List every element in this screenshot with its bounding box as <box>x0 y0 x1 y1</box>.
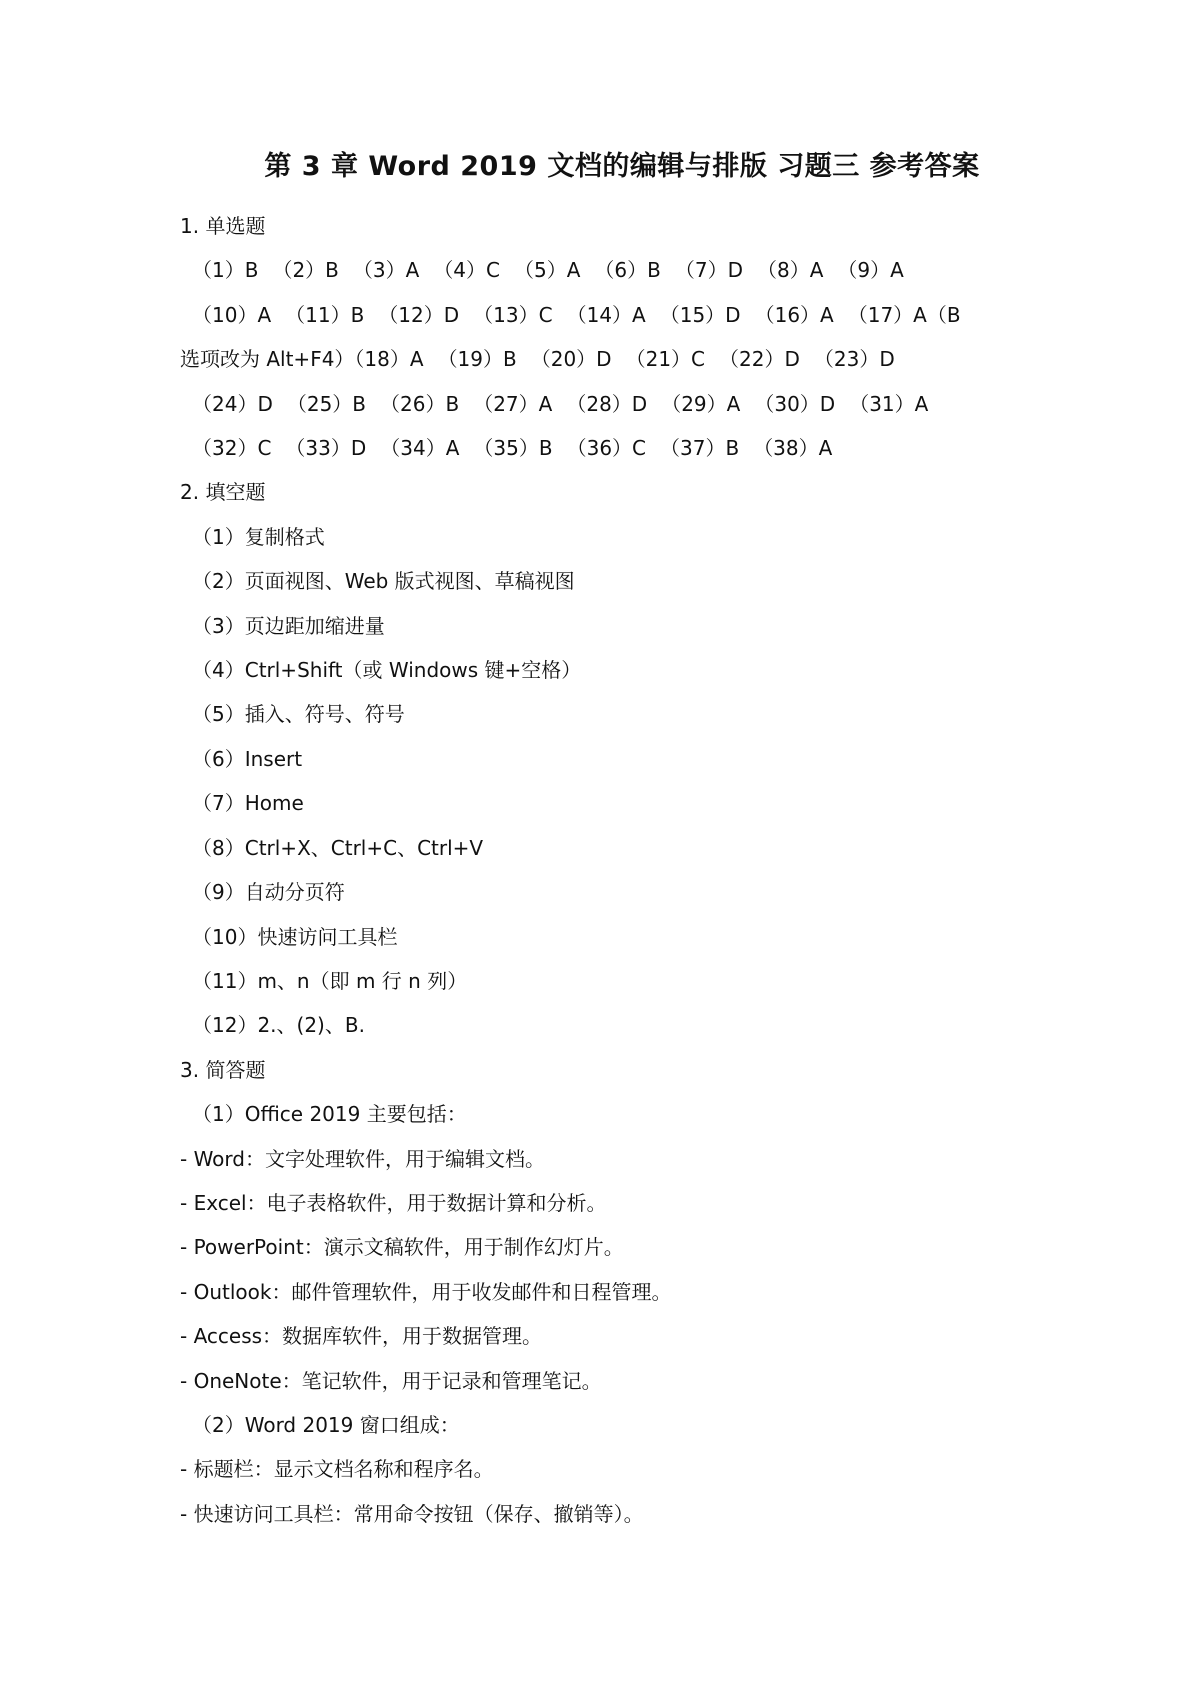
answer-row-5 <box>180 426 1071 470</box>
fill-in-answer: （5）插入、符号、符号 <box>192 702 405 727</box>
short-answer-question-2: （2）Word 2019 窗口组成： <box>192 1412 460 1437</box>
answer-item: （2）B <box>272 258 339 283</box>
answer-item: （24）D <box>192 391 273 416</box>
answer-item: （29）A <box>661 391 741 416</box>
fill-in-answer: （10）快速访问工具栏 <box>192 924 398 949</box>
short-answer-bullet: - Access：数据库软件，用于数据管理。 <box>180 1324 543 1349</box>
answer-item: （17）A（B <box>847 302 961 327</box>
answer-item: （37）B <box>660 436 740 461</box>
short-answer-bullet: - 快速访问工具栏：常用命令按钮（保存、撤销等）。 <box>180 1501 644 1526</box>
answer-item: （1）B <box>192 258 259 283</box>
answer-item: （28）D <box>566 391 648 416</box>
answer-item: （30）D <box>754 391 836 416</box>
answer-item: （9）A <box>837 258 904 283</box>
answer-item: （20）D <box>530 347 612 372</box>
short-answer-bullet: - 标题栏：显示文档名称和程序名。 <box>180 1457 494 1482</box>
fill-in-answer: （1）复制格式 <box>192 524 325 549</box>
short-answer-bullet: - Outlook：邮件管理软件，用于收发邮件和日程管理。 <box>180 1279 672 1304</box>
answer-item: （13）C <box>473 302 553 327</box>
answer-row-2 <box>180 293 1071 337</box>
section-heading-single-choice: 1. 单选题 <box>180 214 266 238</box>
answer-item: （35）B <box>473 436 553 461</box>
short-answer-bullet: - OneNote：笔记软件，用于记录和管理笔记。 <box>180 1368 602 1393</box>
answer-item: （32）C <box>192 436 272 461</box>
answer-item: （4）C <box>433 258 501 283</box>
document-title: 第 3 章 Word 2019 文档的编辑与排版 习题三 参考答案 <box>264 151 980 182</box>
answer-item: （6）B <box>594 258 661 283</box>
answer-item: （26）B <box>380 391 460 416</box>
fill-in-answer: （9）自动分页符 <box>192 880 345 905</box>
answer-item: （36）C <box>566 436 647 461</box>
answer-row-1 <box>180 248 1071 292</box>
answer-item: （15）D <box>659 302 741 327</box>
answer-item: （11）B <box>285 302 365 327</box>
answer-item: （38）A <box>753 436 833 461</box>
answer-item: （25）B <box>286 391 367 416</box>
answer-row-3 <box>180 337 1071 381</box>
fill-in-answer: （11）m、n（即 m 行 n 列） <box>192 968 468 993</box>
answer-item: （19）B <box>437 347 517 372</box>
fill-in-answer: （4）Ctrl+Shift（或 Windows 键+空格） <box>192 658 582 683</box>
answer-item: （5）A <box>514 258 581 283</box>
answer-item: （34）A <box>380 436 460 461</box>
fill-in-answer: （12）2.、(2)、B. <box>192 1013 365 1038</box>
fill-in-answer: （3）页边距加缩进量 <box>192 613 385 638</box>
short-answer-bullet: - Word：文字处理软件，用于编辑文档。 <box>180 1146 545 1171</box>
fill-in-answer: （8）Ctrl+X、Ctrl+C、Ctrl+V <box>192 835 484 860</box>
fill-in-answer: （6）Insert <box>192 746 303 771</box>
answer-item: 选项改为 Alt+F4）（18）A <box>180 347 424 372</box>
short-answer-bullet: - PowerPoint：演示文稿软件，用于制作幻灯片。 <box>180 1235 624 1260</box>
answer-row-4 <box>180 382 1071 426</box>
answer-item: （21）C <box>625 347 706 372</box>
answer-item: （33）D <box>285 436 367 461</box>
fill-in-answer: （2）页面视图、Web 版式视图、草稿视图 <box>192 569 575 594</box>
answer-item: （31）A <box>849 391 929 416</box>
section-heading-short-answer: 3. 简答题 <box>180 1057 266 1082</box>
answer-item: （22）D <box>719 347 800 372</box>
answer-item: （14）A <box>566 302 646 327</box>
answer-item: （7）D <box>674 258 743 283</box>
answer-item: （23）D <box>813 347 895 372</box>
answer-item: （12）D <box>378 302 460 327</box>
fill-in-answer: （7）Home <box>192 791 304 816</box>
short-answer-question-1: （1）Office 2019 主要包括： <box>192 1102 467 1127</box>
short-answer-bullet: - Excel：电子表格软件，用于数据计算和分析。 <box>180 1190 607 1215</box>
answer-item: （8）A <box>757 258 824 283</box>
answer-item: （10）A <box>192 302 272 327</box>
answer-item: （27）A <box>473 391 553 416</box>
answer-item: （16）A <box>754 302 834 327</box>
answer-item: （3）A <box>352 258 420 283</box>
section-heading-fill-in: 2. 填空题 <box>180 480 266 505</box>
